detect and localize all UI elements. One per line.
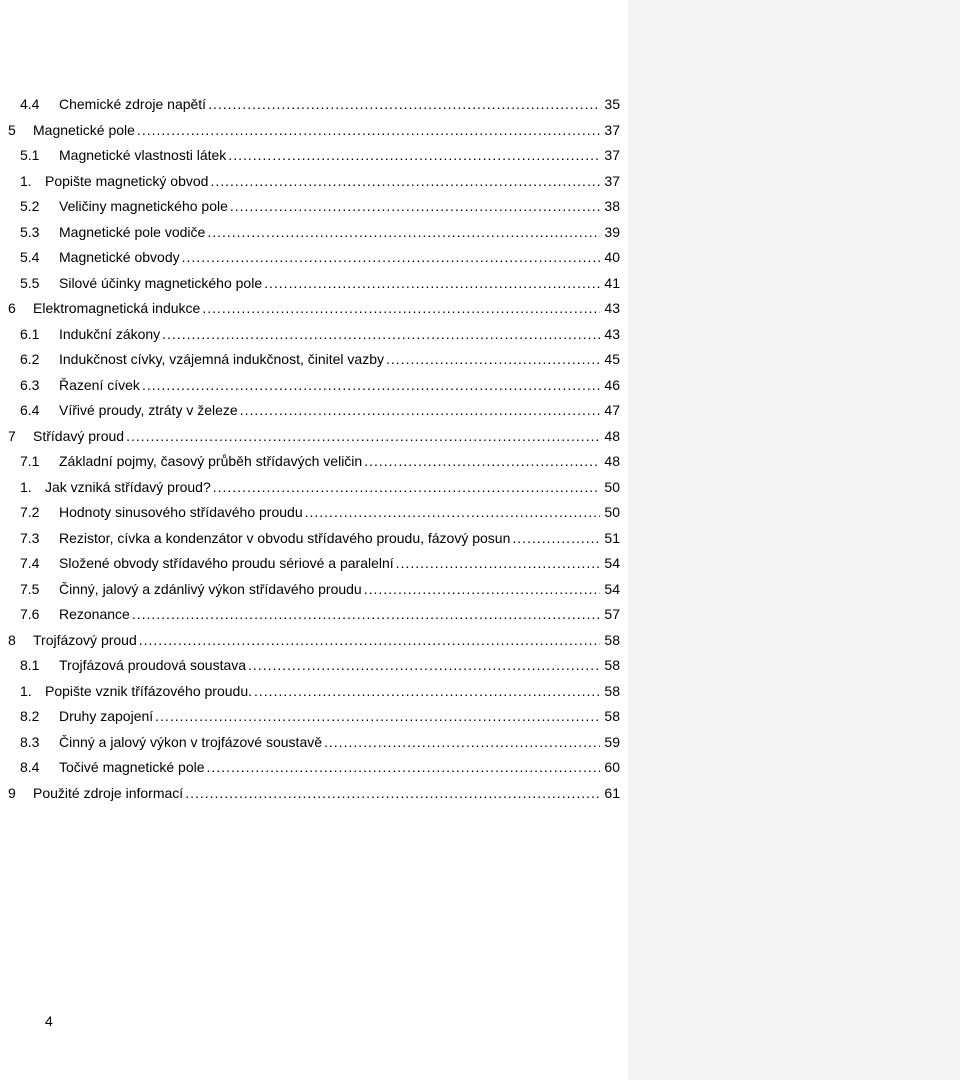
toc-entry-title: Magnetické pole xyxy=(33,121,135,138)
toc-entry-line xyxy=(59,194,620,220)
toc-entry[interactable] xyxy=(0,398,620,424)
toc-entry-title: Točivé magnetické pole xyxy=(59,759,205,775)
toc-dot-leader xyxy=(132,602,600,628)
toc-entry-page: 40 xyxy=(604,249,620,265)
toc-entry-page: 43 xyxy=(604,300,620,316)
toc-entry[interactable] xyxy=(0,602,620,628)
toc-entry-title: Použité zdroje informací xyxy=(33,784,184,801)
toc-entry-number: 7.2 xyxy=(20,504,40,520)
toc-entry-number: 5.1 xyxy=(20,147,40,163)
toc-entry-line xyxy=(59,245,620,271)
toc-entry[interactable] xyxy=(0,526,620,552)
toc-entry-page: 51 xyxy=(604,529,620,546)
toc-entry-page: 58 xyxy=(604,682,620,699)
toc-entry-number: 5.2 xyxy=(20,198,40,214)
toc-entry-page: 58 xyxy=(604,708,620,724)
toc-entry-title: Činný a jalový výkon v trojfázové soustavě xyxy=(59,733,323,750)
toc-entry[interactable] xyxy=(0,577,620,603)
toc-entry-page: 57 xyxy=(604,606,620,622)
toc-entry[interactable] xyxy=(0,551,620,577)
toc-entry-number: 7.5 xyxy=(20,580,40,597)
toc-entry-line xyxy=(59,322,620,348)
toc-entry-line xyxy=(33,118,620,144)
toc-entry-number: 7.1 xyxy=(20,453,40,469)
toc-entry-line xyxy=(59,526,620,552)
toc-entry-number: 8.3 xyxy=(20,733,40,750)
toc-entry[interactable] xyxy=(0,475,620,501)
toc-entry-number: 7 xyxy=(8,427,16,444)
toc-entry[interactable] xyxy=(0,628,620,654)
toc-dot-leader xyxy=(207,755,600,781)
toc-entry[interactable] xyxy=(0,653,620,679)
toc-entry-page: 54 xyxy=(604,580,620,597)
toc-dot-leader xyxy=(142,373,600,399)
toc-entry-page: 41 xyxy=(604,274,620,291)
toc-entry-number: 8.1 xyxy=(20,657,40,673)
toc-entry-page: 45 xyxy=(604,351,620,367)
toc-entry[interactable] xyxy=(0,271,620,297)
toc-entry[interactable] xyxy=(0,347,620,373)
toc-entry[interactable] xyxy=(0,169,620,195)
toc-entry-page: 43 xyxy=(604,325,620,342)
toc-entry-line xyxy=(59,398,620,424)
toc-dot-leader xyxy=(264,271,600,297)
toc-entry-page: 50 xyxy=(604,504,620,520)
toc-entry-title: Hodnoty sinusového střídavého proudu xyxy=(59,504,303,520)
toc-entry-number: 1. xyxy=(20,682,32,699)
toc-entry-line xyxy=(59,602,620,628)
toc-dot-leader xyxy=(230,194,600,220)
toc-entry-line xyxy=(59,373,620,399)
toc-entry[interactable] xyxy=(0,245,620,271)
toc-entry-title: Indukčnost cívky, vzájemná indukčnost, činitel vazby xyxy=(59,351,385,367)
toc-dot-leader xyxy=(364,577,600,603)
toc-entry-number: 4.4 xyxy=(20,96,40,112)
toc-entry-line xyxy=(59,500,620,526)
toc-dot-leader xyxy=(185,781,600,807)
toc-entry[interactable] xyxy=(0,143,620,169)
toc-entry[interactable] xyxy=(0,704,620,730)
toc-entry[interactable] xyxy=(0,118,620,144)
toc-entry-number: 5 xyxy=(8,121,16,138)
page-number: 4 xyxy=(45,1013,53,1029)
toc-dot-leader xyxy=(139,628,600,654)
toc-entry-title: Veličiny magnetického pole xyxy=(59,198,228,214)
toc-entry-title: Rezonance xyxy=(59,606,130,622)
toc-entry[interactable] xyxy=(0,92,620,118)
toc-entry-page: 54 xyxy=(604,555,620,571)
toc-entry-number: 5.3 xyxy=(20,223,40,240)
toc-entry-title: Popište vznik třífázového proudu. xyxy=(45,682,253,699)
toc-entry-line xyxy=(59,271,620,297)
toc-dot-leader xyxy=(364,449,600,475)
toc-entry-title: Elektromagnetická indukce xyxy=(33,300,201,316)
toc-entry-line xyxy=(59,755,620,781)
toc-entry-line xyxy=(33,424,620,450)
toc-entry-title: Řazení cívek xyxy=(59,376,140,393)
toc-entry-page: 47 xyxy=(604,402,620,418)
toc-entry[interactable] xyxy=(0,322,620,348)
toc-entry-number: 6.2 xyxy=(20,351,40,367)
toc-dot-leader xyxy=(386,347,600,373)
toc-entry-page: 50 xyxy=(604,478,620,495)
toc-entry-line xyxy=(59,143,620,169)
toc-entry-title: Vířivé proudy, ztráty v železe xyxy=(59,402,238,418)
toc-entry-number: 5.5 xyxy=(20,274,40,291)
toc-entry[interactable] xyxy=(0,220,620,246)
toc-entry-line xyxy=(45,679,620,705)
toc-dot-leader xyxy=(228,143,600,169)
toc-entry-number: 9 xyxy=(8,784,16,801)
toc-entry[interactable] xyxy=(0,296,620,322)
toc-entry-line xyxy=(59,347,620,373)
toc-entry-number: 7.6 xyxy=(20,606,40,622)
toc-dot-leader xyxy=(202,296,600,322)
toc-entry-title: Jak vzniká střídavý proud? xyxy=(45,478,211,495)
toc-entry-number: 8 xyxy=(8,631,16,648)
toc-entry-number: 7.3 xyxy=(20,529,40,546)
toc-entry-page: 58 xyxy=(604,631,620,648)
toc-entry-title: Magnetické vlastnosti látek xyxy=(59,147,227,163)
toc-entry-title: Silové účinky magnetického pole xyxy=(59,274,263,291)
toc-entry-page: 37 xyxy=(604,147,620,163)
toc-entry-page: 35 xyxy=(604,96,620,112)
toc-entry-line xyxy=(33,296,620,322)
toc-entry-title: Magnetické pole vodiče xyxy=(59,223,206,240)
toc-entry-line xyxy=(45,169,620,195)
toc-entry-title: Rezistor, cívka a kondenzátor v obvodu střídavého proudu, fázový posun xyxy=(59,529,511,546)
toc-dot-leader xyxy=(182,245,600,271)
toc-dot-leader xyxy=(207,220,600,246)
toc-dot-leader xyxy=(208,92,600,118)
toc-entry[interactable] xyxy=(0,373,620,399)
toc-entry-page: 48 xyxy=(604,427,620,444)
toc-entry-line xyxy=(33,781,620,807)
toc-entry-line xyxy=(59,730,620,756)
toc-entry-page: 48 xyxy=(604,453,620,469)
toc-entry-title: Popište magnetický obvod xyxy=(45,172,209,189)
toc-dot-leader xyxy=(155,704,600,730)
toc-entry-title: Složené obvody střídavého proudu sériové a paralelní xyxy=(59,555,394,571)
toc-entry-line xyxy=(59,577,620,603)
toc-entry-page: 59 xyxy=(604,733,620,750)
toc-entry-line xyxy=(59,92,620,118)
toc-entry-line xyxy=(59,704,620,730)
toc-entry-title: Činný, jalový a zdánlivý výkon střídavého proudu xyxy=(59,580,362,597)
toc-entry[interactable] xyxy=(0,781,620,807)
toc-dot-leader xyxy=(126,424,600,450)
toc-entry-page: 38 xyxy=(604,198,620,214)
toc-entry-line xyxy=(45,475,620,501)
toc-dot-leader xyxy=(254,679,600,705)
toc-entry-number: 8.4 xyxy=(20,759,40,775)
toc-entry[interactable] xyxy=(0,730,620,756)
toc-entry-line xyxy=(59,449,620,475)
toc-entry-page: 46 xyxy=(604,376,620,393)
toc-dot-leader xyxy=(248,653,600,679)
toc-entry-number: 1. xyxy=(20,478,32,495)
toc-entry[interactable] xyxy=(0,424,620,450)
toc-entry[interactable] xyxy=(0,194,620,220)
toc-dot-leader xyxy=(162,322,600,348)
toc-entry[interactable] xyxy=(0,679,620,705)
toc-dot-leader xyxy=(137,118,600,144)
toc-entry-title: Střídavý proud xyxy=(33,427,125,444)
toc-entry-line xyxy=(59,220,620,246)
toc-entry-title: Trojfázová proudová soustava xyxy=(59,657,247,673)
toc-entry-page: 61 xyxy=(604,784,620,801)
toc-entry-number: 6 xyxy=(8,300,16,316)
toc-entry-page: 37 xyxy=(604,172,620,189)
toc-entry-line xyxy=(59,551,620,577)
toc-entry-title: Trojfázový proud xyxy=(33,631,137,648)
toc-entry-number: 5.4 xyxy=(20,249,40,265)
toc-dot-leader xyxy=(396,551,600,577)
toc-entry-number: 1. xyxy=(20,172,32,189)
toc-entry[interactable] xyxy=(0,449,620,475)
toc-dot-leader xyxy=(213,475,600,501)
toc-entry[interactable] xyxy=(0,500,620,526)
toc-entry[interactable] xyxy=(0,755,620,781)
toc-entry-line xyxy=(33,628,620,654)
toc-entry-number: 6.3 xyxy=(20,376,40,393)
toc-dot-leader xyxy=(305,500,600,526)
toc-entry-title: Magnetické obvody xyxy=(59,249,180,265)
toc-entry-page: 60 xyxy=(604,759,620,775)
toc-entry-title: Chemické zdroje napětí xyxy=(59,96,207,112)
toc-dot-leader xyxy=(240,398,600,424)
table-of-contents xyxy=(0,92,620,806)
margin-pane xyxy=(628,0,960,1080)
toc-dot-leader xyxy=(324,730,600,756)
toc-entry-line xyxy=(59,653,620,679)
toc-entry-page: 37 xyxy=(604,121,620,138)
toc-entry-number: 7.4 xyxy=(20,555,40,571)
toc-entry-number: 6.1 xyxy=(20,325,40,342)
toc-entry-page: 39 xyxy=(604,223,620,240)
toc-entry-number: 6.4 xyxy=(20,402,40,418)
toc-entry-title: Základní pojmy, časový průběh střídavých veličin xyxy=(59,453,363,469)
toc-entry-title: Druhy zapojení xyxy=(59,708,154,724)
toc-dot-leader xyxy=(512,526,600,552)
toc-entry-page: 58 xyxy=(604,657,620,673)
toc-dot-leader xyxy=(210,169,600,195)
toc-entry-number: 8.2 xyxy=(20,708,40,724)
toc-entry-title: Indukční zákony xyxy=(59,325,161,342)
